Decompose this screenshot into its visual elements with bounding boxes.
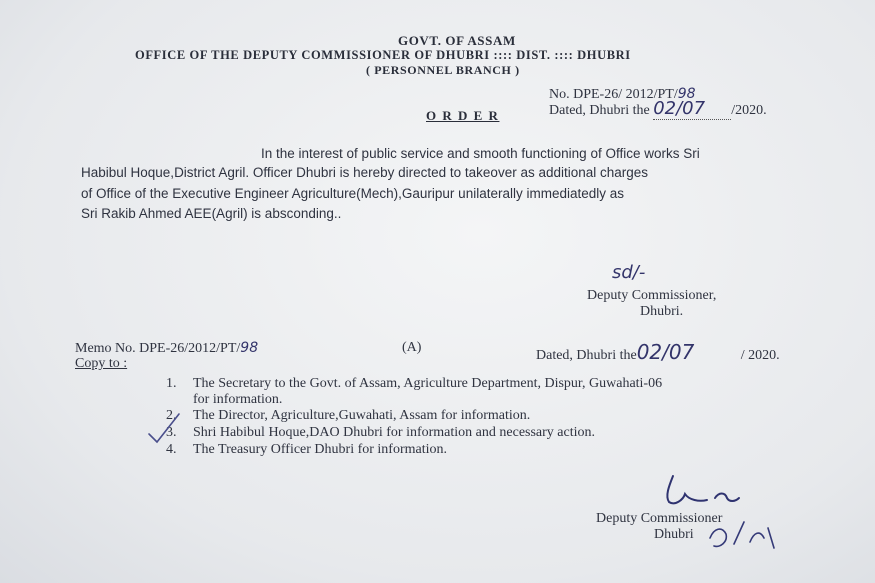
sd-mark: sd/- <box>612 262 646 283</box>
order-number-prefix: No. DPE-26/ 2012/PT/ <box>549 87 678 102</box>
memo-date-handwritten: 02/07 <box>636 340 695 364</box>
handwritten-initial-date <box>700 508 790 556</box>
order-body-line-3: of Office of the Executive Engineer Agriculture(Mech),Gauripur unilaterally immediatedly as <box>81 186 625 201</box>
order-date-suffix: /2020. <box>731 103 767 118</box>
header-office: OFFICE OF THE DEPUTY COMMISSIONER OF DHUBRI :::: DIST. :::: DHUBRI <box>135 48 631 62</box>
order-date-prefix: Dated, Dhubri the <box>549 103 650 118</box>
header-branch: ( PERSONNEL BRANCH ) <box>366 63 520 77</box>
signature-1-place: Dhubri. <box>640 304 684 319</box>
copy-item-3-text: Shri Habibul Hoque,DAO Dhubri for information and necessary action. <box>193 425 596 440</box>
copy-item-1-num: 1. <box>166 376 177 391</box>
handwritten-tick-mark <box>145 408 185 448</box>
copy-item-4-num: 4. <box>166 442 177 457</box>
copy-to-label: Copy to : <box>75 356 128 371</box>
copy-item-1-text: The Secretary to the Govt. of Assam, Agriculture Department, Dispur, Guwahati-06 <box>193 376 663 391</box>
memo-date <box>536 340 780 364</box>
order-date <box>549 98 767 120</box>
signature-2-place: Dhubri <box>654 527 694 542</box>
signature-2-title: Deputy Commissioner <box>596 511 723 526</box>
order-body-line-2: Habibul Hoque,District Agril. Officer Dhubri is hereby directed to takeover as additional charges <box>81 165 649 180</box>
handwritten-signature <box>655 470 765 510</box>
memo-date-suffix: / 2020. <box>740 348 780 363</box>
copy-item-3-num: 3. <box>166 425 177 440</box>
signature-1-title: Deputy Commissioner, <box>587 288 717 303</box>
order-body-line-4: Sri Rakib Ahmed AEE(Agril) is absconding.. <box>81 206 342 221</box>
memo-date-prefix: Dated, Dhubri the <box>536 348 637 363</box>
order-number-handwritten: 98 <box>677 86 696 102</box>
memo-label-a: (A) <box>402 340 422 355</box>
order-date-handwritten: 02/07 <box>653 98 731 120</box>
copy-item-2-num: 2. <box>166 408 177 423</box>
copy-item-4-text: The Treasury Officer Dhubri for information. <box>193 442 448 457</box>
memo-prefix: Memo No. DPE-26/2012/PT/ <box>75 341 241 356</box>
memo-handwritten-number: 98 <box>240 340 259 356</box>
header-govt: GOVT. OF ASSAM <box>398 33 516 48</box>
memo-number <box>75 340 258 357</box>
order-body-line-1: In the interest of public service and smooth functioning of Office works Sri <box>261 146 700 161</box>
copy-item-2-text: The Director, Agriculture,Guwahati, Assam for information. <box>193 408 531 423</box>
order-title: O R D E R <box>426 108 500 123</box>
copy-item-1-text-cont: for information. <box>193 392 283 407</box>
